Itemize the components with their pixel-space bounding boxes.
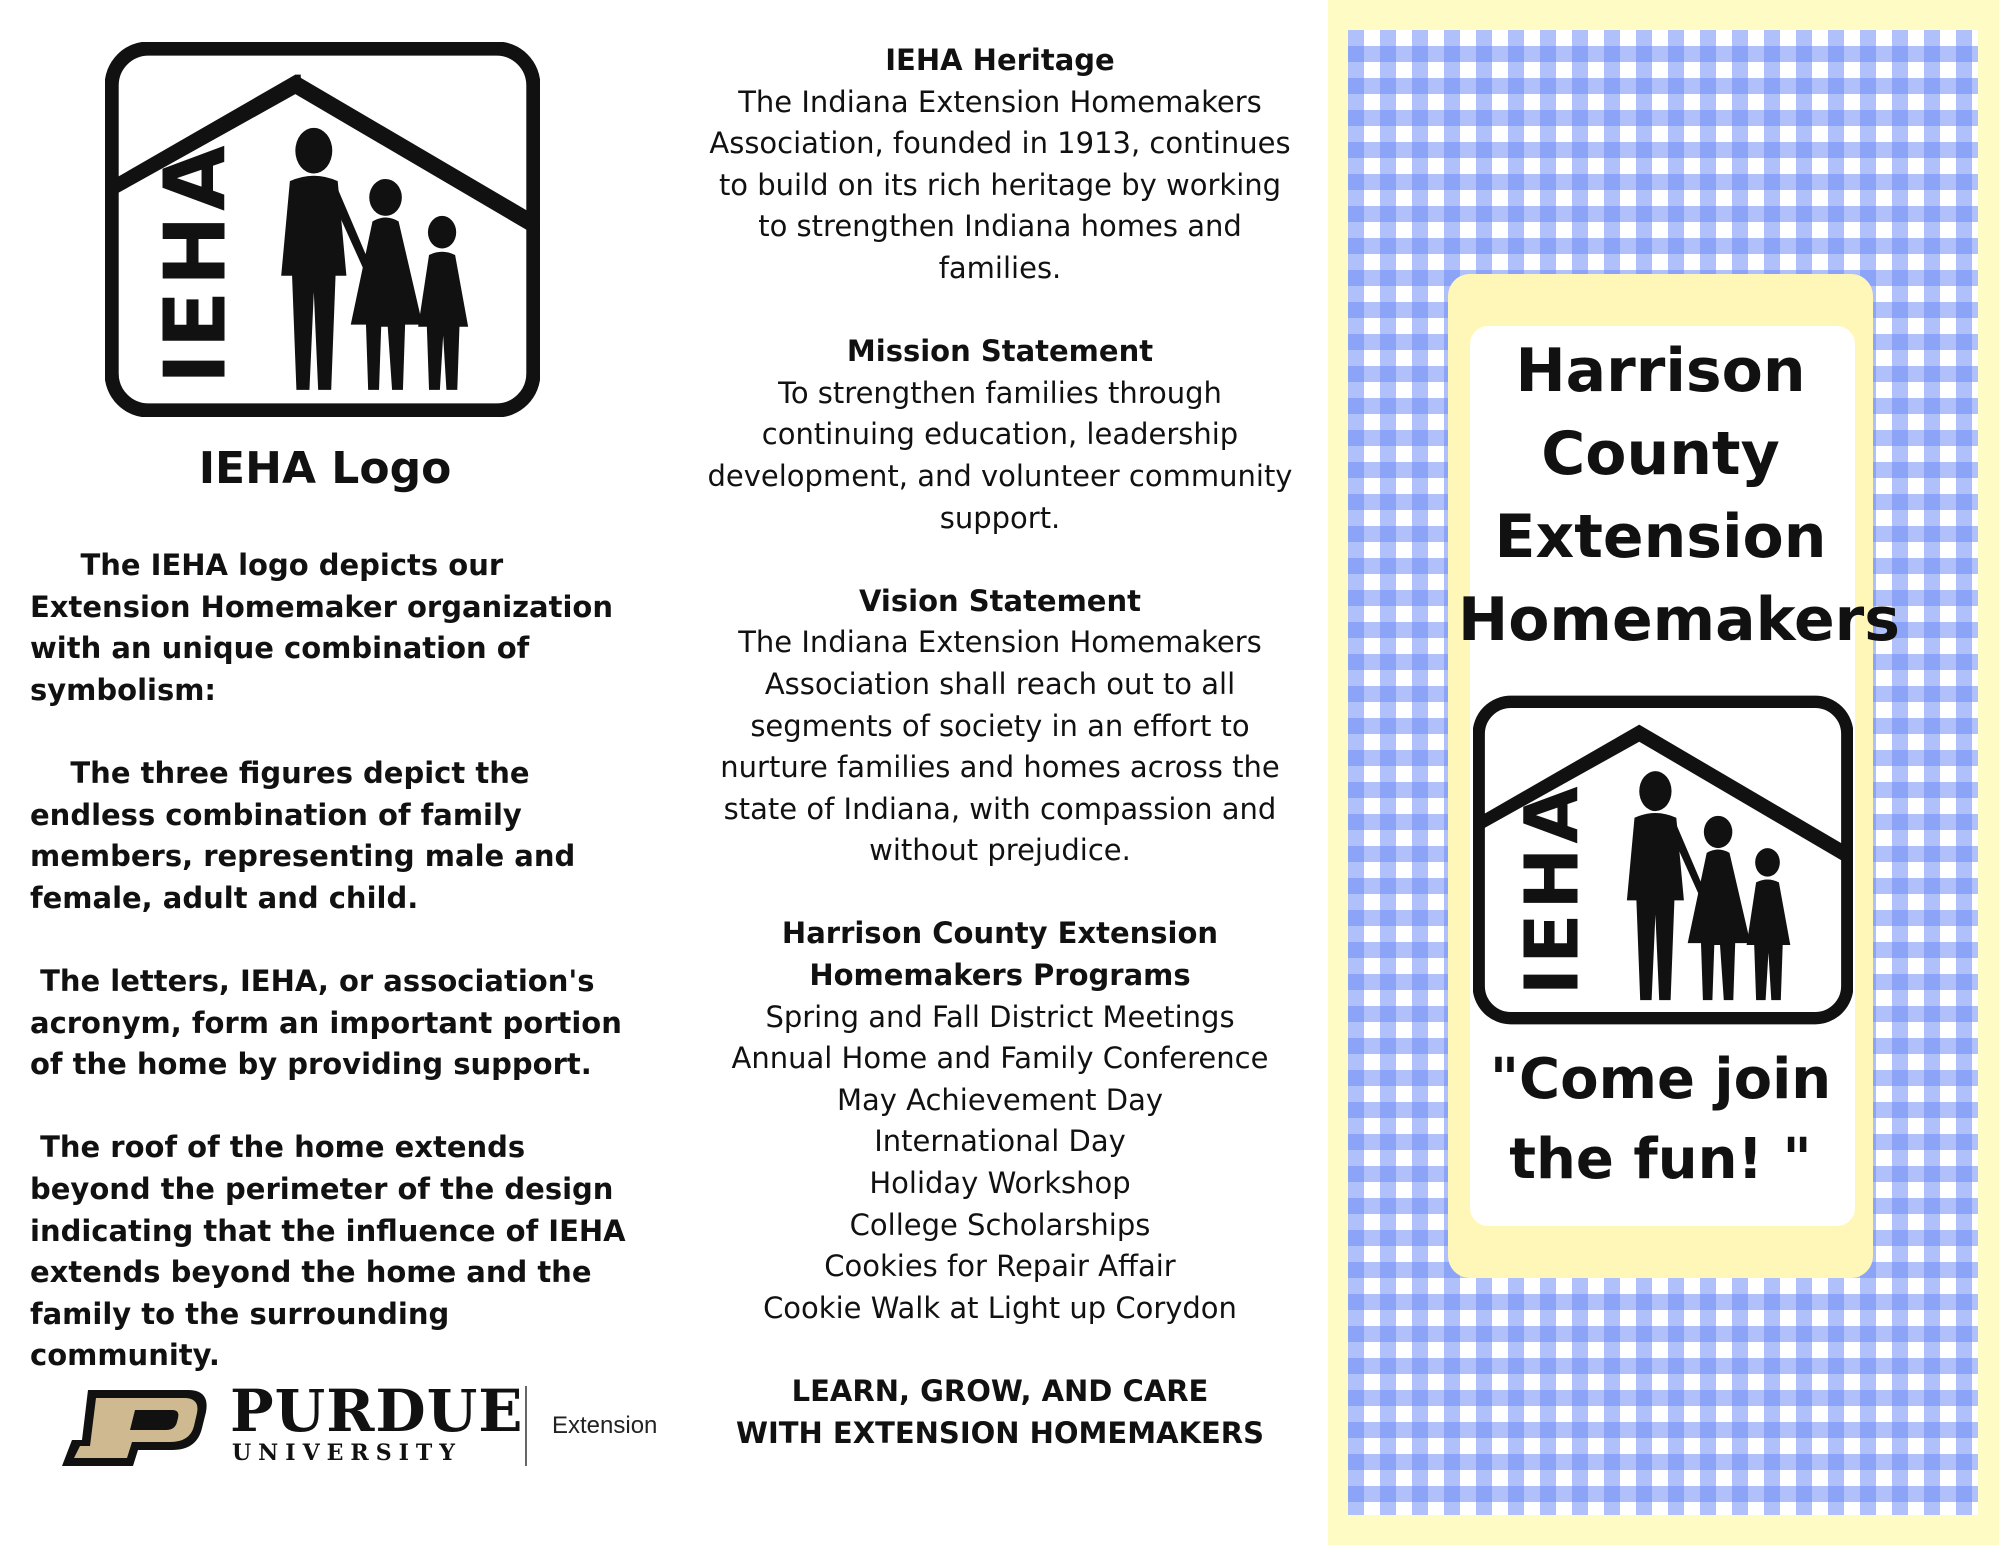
vision-line: nurture families and homes across the [720, 750, 1280, 785]
slogan-line: the fun! " [1509, 1127, 1812, 1192]
heritage-title: IEHA Heritage [885, 43, 1115, 77]
mission-line: continuing education, leadership [761, 417, 1239, 452]
heritage-line: Association, founded in 1913, continues [709, 126, 1291, 161]
program-item: Holiday Workshop [869, 1166, 1131, 1201]
cover-panel [1328, 0, 1999, 1545]
mission-section [680, 331, 1320, 539]
programs-title: Homemakers Programs [809, 958, 1191, 993]
tagline-line: LEARN, GROW, AND CARE [791, 1374, 1209, 1408]
logo-paragraph: The letters, IEHA, or association's acronym, form an important portion of the home by providing support. [30, 963, 632, 1082]
logo-paragraph: The three figures depict the endless combination of family members, representing male and female, adult and child. [30, 755, 586, 915]
mission-line: development, and volunteer community [707, 458, 1293, 493]
vision-line: without prejudice. [869, 833, 1131, 868]
purdue-university: UNIVERSITY [232, 1440, 462, 1466]
heritage-section [680, 40, 1320, 290]
vision-line: Association shall reach out to all [764, 666, 1236, 701]
purdue-extension-label: Extension [552, 1412, 658, 1439]
heritage-line: families. [938, 250, 1062, 285]
logo-divider [525, 1386, 527, 1466]
logo-heading: IEHA Logo [198, 443, 452, 494]
program-item: Cookie Walk at Light up Corydon [763, 1290, 1237, 1325]
middle-panel [680, 0, 1320, 1545]
cover-title [1458, 330, 1900, 662]
middle-text [680, 40, 1320, 1496]
vision-section [680, 581, 1320, 872]
tagline-section [680, 1371, 1320, 1454]
purdue-name: PURDUE [230, 1377, 524, 1445]
heritage-line: to build on its rich heritage by working [718, 167, 1282, 202]
programs-section [680, 913, 1320, 1329]
logo-letters: IEHA [1509, 782, 1596, 996]
programs-title: Harrison County Extension [781, 916, 1219, 951]
ieha-logo-cover [1473, 695, 1853, 1025]
ieha-logo [105, 42, 540, 417]
program-item: Annual Home and Family Conference [731, 1041, 1269, 1076]
purdue-extension-logo [60, 1377, 660, 1470]
logo-paragraph: The IEHA logo depicts our Extension Homemaker organization with an unique combination of symbolism: [30, 548, 624, 707]
cover-slogan [1458, 1040, 1863, 1200]
slogan-line: "Come join [1489, 1047, 1832, 1112]
vision-line: The Indiana Extension Homemakers [738, 625, 1262, 660]
program-item: May Achievement Day [836, 1082, 1164, 1117]
heritage-line: The Indiana Extension Homemakers [738, 84, 1262, 119]
vision-line: segments of society in an effort to [750, 708, 1250, 743]
program-item: Cookies for Repair Affair [824, 1249, 1176, 1284]
mission-line: support. [939, 500, 1061, 535]
logo-description [30, 545, 640, 1377]
heritage-line: to strengthen Indiana homes and [758, 209, 1242, 244]
cover-title-line: Extension [1494, 502, 1827, 572]
program-item: College Scholarships [849, 1207, 1151, 1242]
program-item: International Day [874, 1124, 1126, 1159]
cover-title-line: Harrison [1515, 336, 1806, 406]
purdue-p-icon [60, 1380, 210, 1470]
logo-letters: IEHA [145, 141, 245, 385]
vision-line: state of Indiana, with compassion and [723, 791, 1277, 826]
program-item: Spring and Fall District Meetings [765, 999, 1235, 1034]
vision-title: Vision Statement [859, 583, 1141, 618]
cover-title-line: County [1541, 419, 1780, 489]
cover-title-line: Homemakers [1458, 585, 1900, 655]
tagline-line: WITH EXTENSION HOMEMAKERS [735, 1415, 1265, 1450]
logo-paragraph: The roof of the home extends beyond the perimeter of the design indicating that the influence of IEHA extends beyond the home and the family to the surrounding community. [30, 1130, 636, 1373]
mission-line: To strengthen families through [778, 375, 1222, 410]
mission-title: Mission Statement [846, 334, 1154, 369]
left-panel [0, 0, 670, 1545]
